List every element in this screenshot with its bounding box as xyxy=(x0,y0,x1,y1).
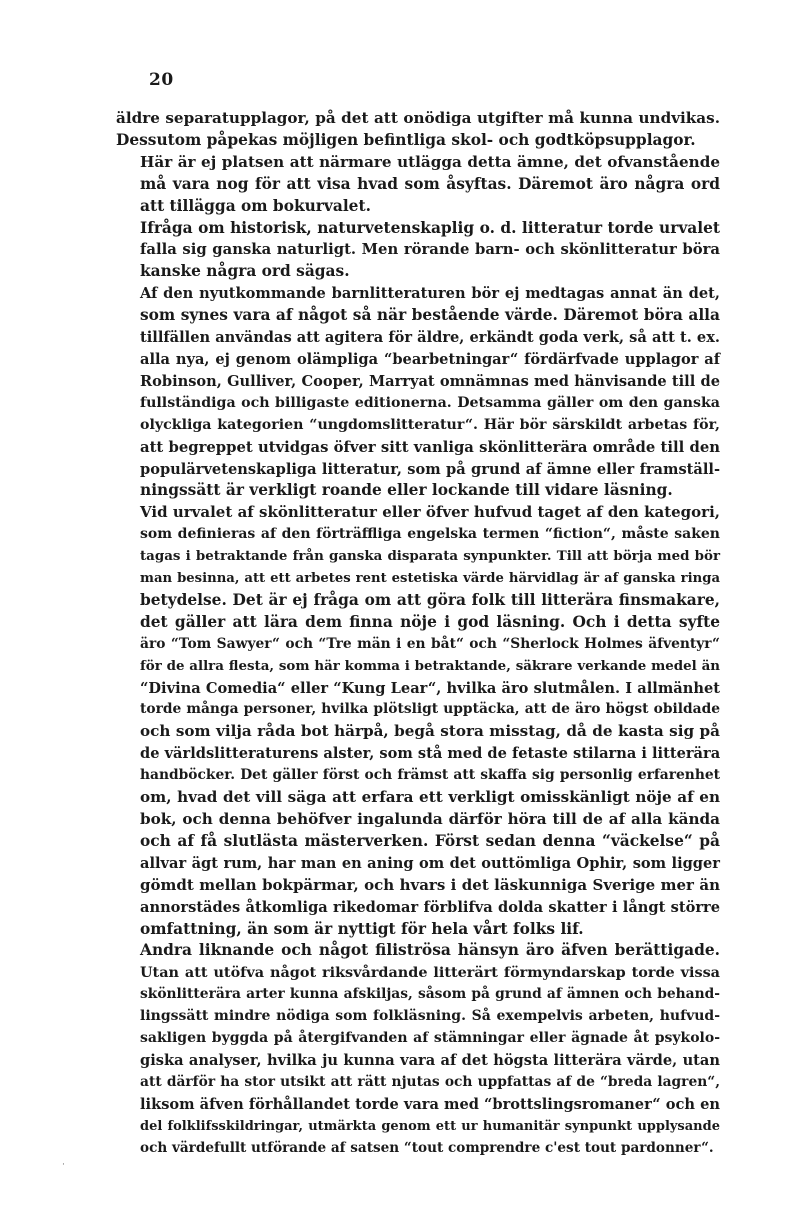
text-line: att därför ha stor utsikt att rätt njutas och uppfattas af de “breda lagren“, xyxy=(140,1073,720,1090)
text-line: tagas i betraktande från ganska disparata synpunkter. Till att börja med bör xyxy=(140,548,720,565)
text-line: ningssätt är verkligt roande eller lockande till vidare läsning. xyxy=(140,481,673,500)
text-line: Andra liknande och något filiströsa hänsyn äro äfven berättigade. xyxy=(140,941,720,960)
text-line: betydelse. Det är ej fråga om att göra folk till litterära finsmakare, xyxy=(140,590,720,609)
text-line: alla nya, ej genom olämpliga “bearbetningar“ fördärfvade upplagor af xyxy=(140,350,720,368)
text-line: sakligen byggda på återgifvanden af stämningar eller ägnade åt psykolo- xyxy=(140,1030,720,1047)
text-line: att tillägga om bokurvalet. xyxy=(140,196,371,215)
paragraph xyxy=(116,152,720,218)
text-line: Vid urvalet af skönlitteratur eller öfver hufvud taget af den kategori, xyxy=(140,503,720,522)
text-line: handböcker. Det gäller först och främst att skaffa sig personlig erfarenhet xyxy=(140,767,720,784)
text-line: giska analyser, hvilka ju kunna vara af det högsta litterära värde, utan xyxy=(140,1051,720,1069)
text-line: liksom äfven förhållandet torde vara med “brottslingsromaner“ och en xyxy=(140,1095,720,1113)
text-line: bok, och denna behöfver ingalunda därför höra till de af alla kända xyxy=(140,810,720,828)
text-line: Utan att utöfva något riksvårdande litterärt förmyndarskap torde vissa xyxy=(140,964,720,982)
text-line: äro “Tom Sawyer“ och “Tre män i en båt“ och “Sherlock Holmes äfventyr“ xyxy=(140,635,720,652)
text-line: det gäller att lära dem finna nöje i god läsning. Och i detta syfte xyxy=(140,612,720,631)
paragraph xyxy=(116,940,720,1159)
text-line: Ifråga om historisk, naturvetenskaplig o. d. litteratur torde urvalet xyxy=(140,218,720,237)
print-speck: · xyxy=(62,1160,65,1170)
text-line: som synes vara af något så när bestående värde. Däremot böra alla xyxy=(140,306,720,325)
text-line: de världslitteraturens alster, som stå med de fetaste stilarna i litterära xyxy=(140,745,721,763)
text-line: tillfällen användas att agitera för äldre, erkändt goda verk, så att t. ex. xyxy=(140,329,720,347)
text-line: gömdt mellan bokpärmar, och hvars i det läskunniga Sverige mer än xyxy=(140,875,720,894)
paragraph xyxy=(116,108,720,152)
text-line: del folklifsskildringar, utmärkta genom ett ur humanitär synpunkt upplysande xyxy=(140,1118,720,1134)
text-line: och värdefullt utförande af satsen “tout comprendre c'est tout pardonner“. xyxy=(140,1139,714,1156)
text-line: skönlitterära arter kunna afskiljas, såsom på grund af ämnen och behand- xyxy=(140,986,720,1003)
paragraph xyxy=(116,218,720,284)
text-line: “Divina Comedia“ eller “Kung Lear“, hvilka äro slutmålen. I allmänhet xyxy=(140,679,720,697)
text-line: lingssätt mindre nödiga som folkläsning. Så exempelvis arbeten, hufvud- xyxy=(140,1008,720,1025)
text-line: för de allra flesta, som här komma i betraktande, säkrare verkande medel än xyxy=(140,657,720,674)
body-text xyxy=(116,108,720,1160)
text-line: om, hvad det vill säga att erfara ett verkligt omisskänligt nöje af en xyxy=(140,788,720,807)
page-number: 20 xyxy=(149,70,174,90)
text-line: allvar ägt rum, har man en aning om det outtömliga Ophir, som ligger xyxy=(140,854,720,872)
text-line: äldre separatupplagor, på det att onödiga utgifter må kunna undvikas. xyxy=(116,109,720,127)
text-line: och af få slutlästa mästerverken. Först sedan denna “väckelse“ på xyxy=(140,831,720,850)
text-line: olyckliga kategorien “ungdomslitteratur“. Här bör särskildt arbetas för, xyxy=(140,416,720,433)
text-line: Dessutom påpekas möjligen befintliga skol- och godtköpsupplagor. xyxy=(116,130,696,149)
text-line: populärvetenskapliga litteratur, som på grund af ämne eller framställ- xyxy=(140,460,720,478)
text-line: Af den nyutkommande barnlitteraturen bör ej medtagas annat än det, xyxy=(140,285,720,303)
text-line: torde många personer, hvilka plötsligt upptäcka, att de äro högst obildade xyxy=(140,701,720,718)
text-line: man besinna, att ett arbetes rent estetiska värde härvidlag är af ganska ringa xyxy=(140,571,720,587)
paragraph xyxy=(116,502,720,940)
text-line: Robinson, Gulliver, Cooper, Marryat omnämnas med hänvisande till de xyxy=(140,372,720,390)
text-line: omfattning, än som är nyttigt för hela vårt folks lif. xyxy=(140,919,584,938)
paragraph xyxy=(116,283,720,502)
text-line: annorstädes åtkomliga rikedomar förblifva dolda skatter i långt större xyxy=(140,898,720,916)
text-line: må vara nog för att visa hvad som åsyftas. Däremot äro några ord xyxy=(140,174,720,193)
text-line: att begreppet utvidgas öfver sitt vanliga skönlitterära område till den xyxy=(140,438,720,456)
text-line: som definieras af den förträffliga engelska termen “fiction“, måste saken xyxy=(140,526,720,543)
text-line: och som vilja råda bot härpå, begå stora misstag, då de kasta sig på xyxy=(140,722,720,741)
text-line: fullständiga och billigaste editionerna. Detsamma gäller om den ganska xyxy=(140,394,720,411)
text-line: Här är ej platsen att närmare utlägga detta ämne, det ofvanstående xyxy=(140,152,720,171)
text-line: kanske några ord sägas. xyxy=(140,262,350,281)
text-line: falla sig ganska naturligt. Men rörande barn- och skönlitteratur böra xyxy=(140,241,720,259)
